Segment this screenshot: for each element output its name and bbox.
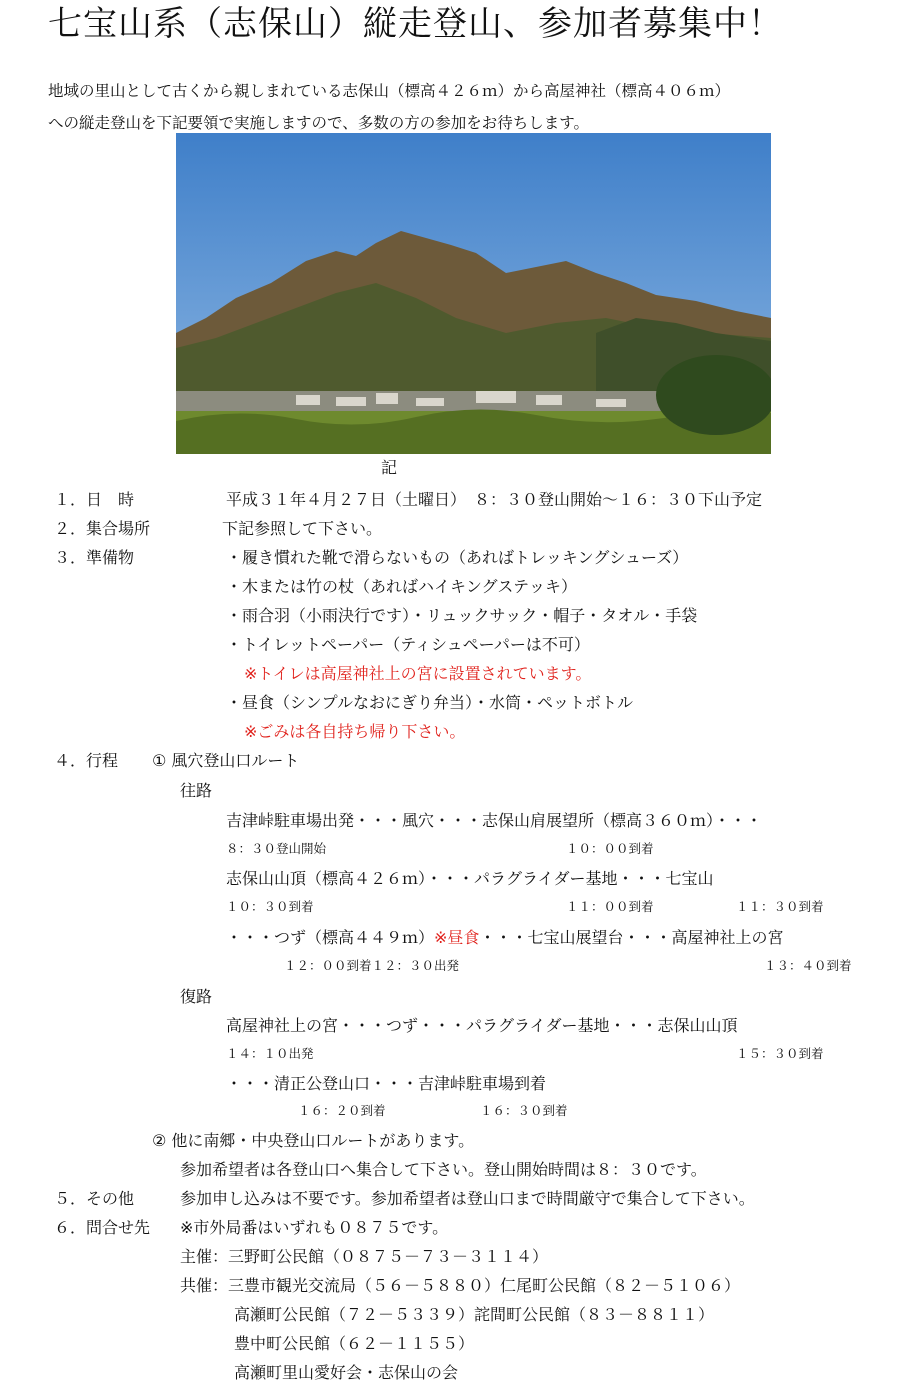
item-contact-number: ６．問合せ先 (54, 1218, 151, 1237)
return-time-4: １６：３０到着 (480, 1103, 568, 1118)
outbound-line-3b: ・・・七宝山展望台・・・高屋神社上の宮 (479, 928, 784, 947)
prep-line-3: ・雨合羽（小雨決行です）・リュックサック・帽子・タオル・手袋 (226, 606, 698, 625)
prep-note-toilet: ※トイレは高屋神社上の宮に設置されています。 (244, 664, 592, 683)
outbound-label: 往路 (180, 781, 213, 800)
outbound-time-1: ８：３０登山開始 (226, 841, 327, 856)
item-other-value: 参加申し込みは不要です。参加希望者は登山口まで時間厳守で集合して下さい。 (180, 1189, 755, 1208)
outbound-line-1: 吉津峠駐車場出発・・・風穴・・・志保山肩展望所（標高３６０ｍ）・・・ (226, 811, 763, 830)
item-place-value: 下記参照して下さい。 (222, 519, 383, 538)
return-time-1: １４：１０出発 (226, 1046, 314, 1061)
outbound-time-5: １１：３０到着 (736, 899, 824, 914)
prep-line-4: ・トイレットペーパー（ティシュペーパーは不可） (226, 635, 590, 654)
return-time-2: １５：３０到着 (736, 1046, 824, 1061)
ki-label: 記 (381, 458, 398, 477)
outbound-time-3: １０：３０到着 (226, 899, 314, 914)
outbound-time-7: １３：４０到着 (764, 958, 852, 973)
contact-cosponsor-1: 共催：三豊市観光交流局（５６－５８８０）仁尾町公民館（８２－５１０６） (180, 1276, 741, 1295)
outbound-line-3a: ・・・つず（標高４４９ｍ） (226, 928, 435, 947)
item-other-number: ５．その他 (54, 1189, 135, 1208)
item-date-number: １．日 時 (54, 490, 135, 509)
contact-note: ※市外局番はいずれも０８７５です。 (180, 1218, 449, 1237)
outbound-line-2: 志保山山頂（標高４２６ｍ）・・・パラグライダー基地・・・七宝山 (226, 869, 714, 888)
lunch-note: ※昼食 (434, 928, 480, 947)
prep-line-2: ・木または竹の杖（あればハイキングステッキ） (226, 577, 578, 596)
page-title: 七宝山系（志保山）縦走登山、参加者募集中！ (48, 4, 783, 44)
return-time-3: １６：２０到着 (298, 1103, 386, 1118)
route-2-desc: 参加希望者は各登山口へ集合して下さい。登山開始時間は８：３０です。 (180, 1160, 707, 1179)
prep-note-garbage: ※ごみは各自持ち帰り下さい。 (244, 722, 466, 741)
mountain-photo (176, 133, 771, 454)
prep-line-5: ・昼食（シンプルなおにぎり弁当）・水筒・ペットボトル (226, 693, 633, 712)
outbound-time-4: １１：００到着 (566, 899, 654, 914)
item-date-value: 平成３１年４月２７日（土曜日） ８：３０登山開始～１６：３０下山予定 (226, 490, 763, 509)
return-line-2: ・・・清正公登山口・・・吉津峠駐車場到着 (226, 1074, 547, 1093)
contact-cosponsor-4: 高瀬町里山愛好会・志保山の会 (234, 1363, 459, 1382)
contact-organizer: 主催：三野町公民館（０８７５－７３－３１１４） (180, 1247, 549, 1266)
item-place-number: ２．集合場所 (54, 519, 151, 538)
item-route-number: ４．行程 (54, 751, 119, 770)
contact-cosponsor-2: 高瀬町公民館（７２－５３３９）詫間町公民館（８３－８８１１） (234, 1305, 715, 1324)
contact-cosponsor-3: 豊中町公民館（６２－１１５５） (234, 1334, 475, 1353)
item-prep-number: ３．準備物 (54, 548, 135, 567)
outbound-time-6: １２：００到着１２：３０出発 (284, 958, 460, 973)
route-2-title: ② 他に南郷・中央登山口ルートがあります。 (152, 1131, 475, 1150)
intro-line-1: 地域の里山として古くから親しまれている志保山（標高４２６ｍ）から高屋神社（標高４０６ｍ） (48, 82, 731, 100)
return-label: 復路 (180, 987, 213, 1006)
return-line-1: 高屋神社上の宮・・・つず・・・パラグライダー基地・・・志保山山頂 (226, 1016, 738, 1035)
outbound-line-3 (226, 927, 783, 949)
intro-line-2: への縦走登山を下記要領で実施しますので、多数の方の参加をお待ちします。 (48, 114, 589, 132)
prep-line-1: ・履き慣れた靴で滑らないもの（あればトレッキングシューズ） (226, 548, 689, 567)
outbound-time-2: １０：００到着 (566, 841, 654, 856)
route-1-title: ① 風穴登山口ルート (152, 751, 300, 770)
